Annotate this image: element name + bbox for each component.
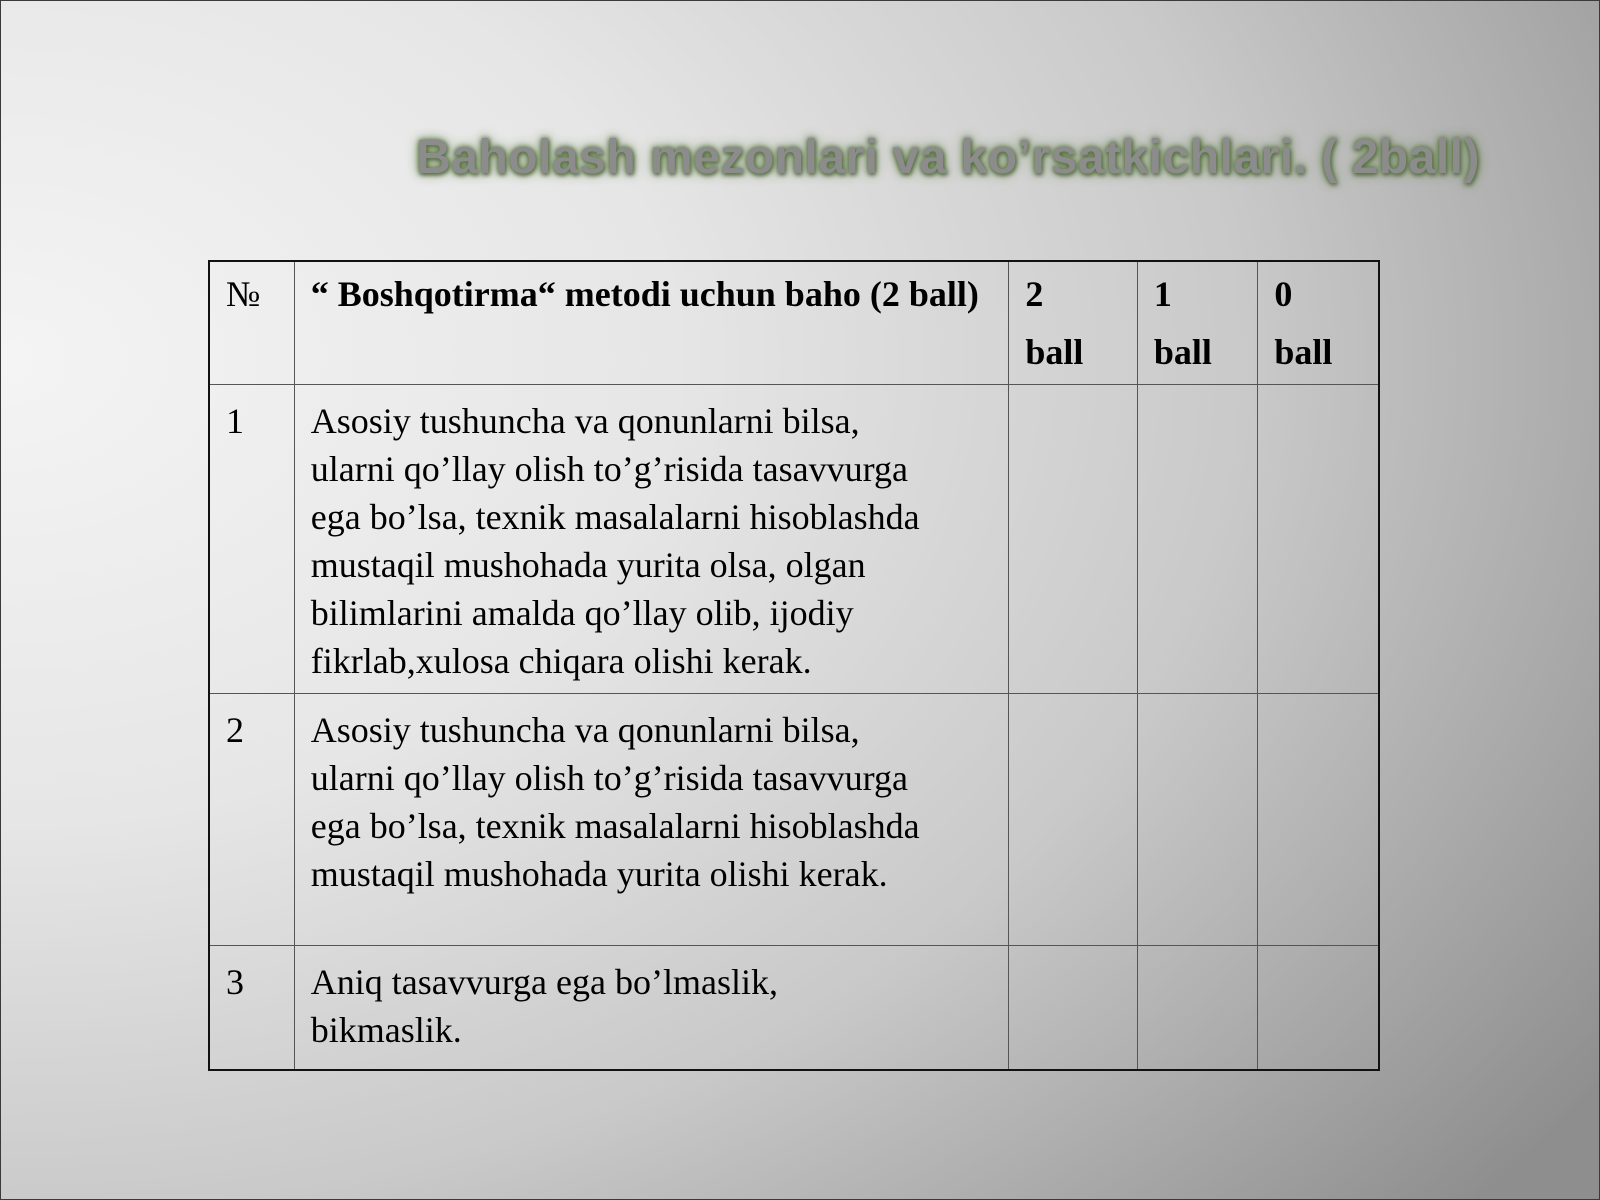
criteria-line: ularni qo’llay olish to’g’risida tasavvurga <box>310 758 908 798</box>
header-score-2-unit: ball <box>1025 332 1084 372</box>
header-score-1 <box>1137 261 1258 385</box>
score-2-cell <box>1009 694 1137 946</box>
table-row <box>209 385 1379 694</box>
criteria-line: mustaqil mushohada yurita olsa, olgan <box>310 545 866 585</box>
criteria-line: ularni qo’llay olish to’g’risida tasavvurga <box>310 449 908 489</box>
score-0-cell <box>1258 946 1379 1070</box>
header-score-2 <box>1009 261 1137 385</box>
header-score-1-value: 1 <box>1153 274 1172 314</box>
criteria-line: Asosiy tushuncha va qonunlarni bilsa, <box>310 710 860 750</box>
header-score-0 <box>1258 261 1379 385</box>
criteria-line: Asosiy tushuncha va qonunlarni bilsa, <box>310 401 860 441</box>
header-score-1-unit: ball <box>1153 332 1212 372</box>
criteria-line: fikrlab,xulosa chiqara olishi kerak. <box>310 641 812 681</box>
header-number: № <box>209 261 294 385</box>
header-score-2-value: 2 <box>1025 274 1044 314</box>
score-1-cell <box>1137 946 1258 1070</box>
table-header-row <box>209 261 1379 385</box>
table-row <box>209 946 1379 1070</box>
row-number: 1 <box>209 385 294 694</box>
row-criteria <box>294 385 1009 694</box>
criteria-line: Aniq tasavvurga ega bo’lmaslik, <box>310 962 778 1002</box>
grading-criteria-table <box>208 260 1380 1071</box>
row-criteria <box>294 694 1009 946</box>
slide-title: Baholash mezonlari va ko’rsatkichlari. ( 2ball) <box>416 131 1480 184</box>
row-number: 3 <box>209 946 294 1070</box>
criteria-line: ega bo’lsa, texnik masalalarni hisoblashda <box>310 806 920 846</box>
header-criteria: “ Boshqotirma“ metodi uchun baho (2 ball) <box>294 261 1009 385</box>
score-2-cell <box>1009 385 1137 694</box>
score-1-cell <box>1137 694 1258 946</box>
header-score-0-value: 0 <box>1274 274 1293 314</box>
score-2-cell <box>1009 946 1137 1070</box>
criteria-line: ega bo’lsa, texnik masalalarni hisoblashda <box>310 497 920 537</box>
criteria-line: bikmaslik. <box>310 1010 462 1050</box>
table-row <box>209 694 1379 946</box>
score-0-cell <box>1258 694 1379 946</box>
row-number: 2 <box>209 694 294 946</box>
criteria-line: bilimlarini amalda qo’llay olib, ijodiy <box>310 593 854 633</box>
score-0-cell <box>1258 385 1379 694</box>
header-score-0-unit: ball <box>1274 332 1333 372</box>
row-criteria <box>294 946 1009 1070</box>
criteria-line: mustaqil mushohada yurita olishi kerak. <box>310 854 888 894</box>
score-1-cell <box>1137 385 1258 694</box>
